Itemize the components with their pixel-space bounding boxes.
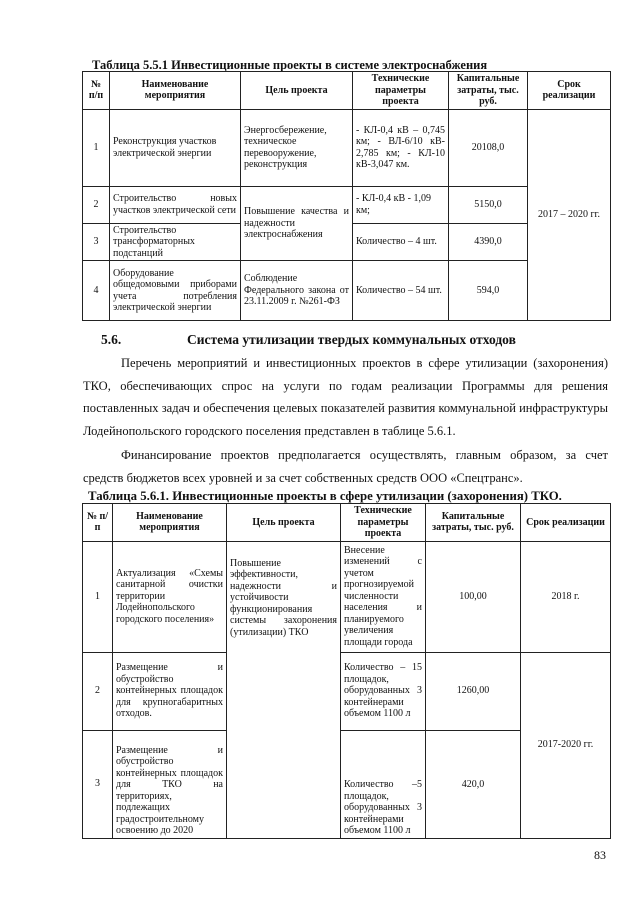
table-electro-projects bbox=[82, 71, 611, 321]
row-name: Размещение и обустройство контейнерных площадок для ТКО на территориях, подлежащих градостроительному освоению до 2020 bbox=[113, 730, 227, 838]
table-row bbox=[83, 541, 611, 652]
row-params: - КЛ-0,4 кВ – 0,745 км; - ВЛ-6/10 кВ- 2,785 км; - КЛ-10 кВ-3,047 км. bbox=[353, 109, 449, 186]
section-title: Система утилизации твердых коммунальных отходов bbox=[187, 332, 516, 347]
section-number: 5.6. bbox=[101, 332, 122, 347]
col-header-goal: Цель проекта bbox=[241, 72, 353, 110]
col-header-num: № п/п bbox=[83, 504, 113, 542]
col-header-name: Наименование мероприятия bbox=[110, 72, 241, 110]
table2-header-row bbox=[83, 504, 611, 542]
row-cost: 4390,0 bbox=[449, 223, 528, 261]
row-cost: 594,0 bbox=[449, 261, 528, 321]
section-heading bbox=[101, 332, 516, 348]
row-params: Количество – 4 шт. bbox=[353, 223, 449, 261]
row-cost: 5150,0 bbox=[449, 186, 528, 223]
row-cost: 1260,00 bbox=[426, 652, 521, 730]
col-header-cost: Капитальные затраты, тыс. руб. bbox=[449, 72, 528, 110]
table1-header-row bbox=[83, 72, 611, 110]
table-row bbox=[83, 652, 611, 730]
row-params: Внесение изменений с учетом прогнозируемой численности населения и планируемого увеличения площади города bbox=[341, 541, 426, 652]
row-num: 1 bbox=[83, 109, 110, 186]
table-row bbox=[83, 109, 611, 186]
row-name: Размещение и обустройство контейнерных площадок для крупногабаритных отходов. bbox=[113, 652, 227, 730]
row-term: 2017 – 2020 гг. bbox=[528, 109, 611, 321]
col-header-params: Технические параметры проекта bbox=[353, 72, 449, 110]
col-header-term: Срок реализации bbox=[528, 72, 611, 110]
row-term: 2017-2020 гг. bbox=[521, 652, 611, 838]
row-params: Количество – 15 площадок, оборудованных 3 контейнерами объемом 1100 л bbox=[341, 652, 426, 730]
col-header-term: Срок реализации bbox=[521, 504, 611, 542]
row-goal: Энергосбережение, техническое перевооружение, реконструкция bbox=[241, 109, 353, 186]
row-num: 3 bbox=[83, 223, 110, 261]
paragraph: Финансирование проектов предполагается осуществлять, главным образом, за счет средств бюджетов всех уровней и за счет собственных средств ООО «Спецтранс». bbox=[83, 448, 608, 485]
table2-caption: Таблица 5.6.1. Инвестиционные проекты в сфере утилизации (захоронения) ТКО. bbox=[88, 489, 562, 503]
row-term: 2018 г. bbox=[521, 541, 611, 652]
col-header-name: Наименование мероприятия bbox=[113, 504, 227, 542]
row-num: 2 bbox=[83, 652, 113, 730]
row-cost: 420,0 bbox=[426, 730, 521, 838]
row-cost: 100,00 bbox=[426, 541, 521, 652]
body-text bbox=[83, 352, 608, 489]
table1-caption: Таблица 5.5.1 Инвестиционные проекты в системе электроснабжения bbox=[92, 58, 488, 72]
row-params: Количество –5 площадок, оборудованных 3 контейнерами объемом 1100 л bbox=[341, 730, 426, 838]
row-num: 2 bbox=[83, 186, 110, 223]
col-header-params: Технические параметры проекта bbox=[341, 504, 426, 542]
row-goal: Соблюдение Федерального закона от 23.11.2009 г. №261-ФЗ bbox=[241, 261, 353, 321]
row-params: Количество – 54 шт. bbox=[353, 261, 449, 321]
row-name: Актуализация «Схемы санитарной очистки территории Лодейнопольского городского поселения» bbox=[113, 541, 227, 652]
row-cost: 20108,0 bbox=[449, 109, 528, 186]
row-goal: Повышение эффективности, надежности и устойчивости функционирования системы захоронения (утилизации) ТКО bbox=[227, 541, 341, 838]
row-name: Реконструкция участков электрической энергии bbox=[110, 109, 241, 186]
row-name: Строительство трансформаторных подстанций bbox=[110, 223, 241, 261]
row-name: Оборудование общедомовыми приборами учета потребления электрической энергии bbox=[110, 261, 241, 321]
col-header-goal: Цель проекта bbox=[227, 504, 341, 542]
row-num: 1 bbox=[83, 541, 113, 652]
row-num: 4 bbox=[83, 261, 110, 321]
row-name: Строительство новых участков электрической сети bbox=[110, 186, 241, 223]
col-header-cost: Капитальные затраты, тыс. руб. bbox=[426, 504, 521, 542]
page-number: 83 bbox=[594, 848, 606, 862]
row-goal: Повышение качества и надежности электроснабжения bbox=[241, 186, 353, 261]
col-header-num: № п/п bbox=[83, 72, 110, 110]
table-tko-projects bbox=[82, 503, 611, 839]
row-params: - КЛ-0,4 кВ - 1,09 км; bbox=[353, 186, 449, 223]
row-num: 3 bbox=[83, 730, 113, 838]
paragraph: Перечень мероприятий и инвестиционных проектов в сфере утилизации (захоронения) ТКО, обеспечивающих спрос на услуги по годам реализации Программы для решения поставленных задач и обеспечения целевых показателей развития коммунальной инфраструктуры Лодейнопольского городского поселения представлен в таблице 5.6.1. bbox=[83, 356, 608, 438]
